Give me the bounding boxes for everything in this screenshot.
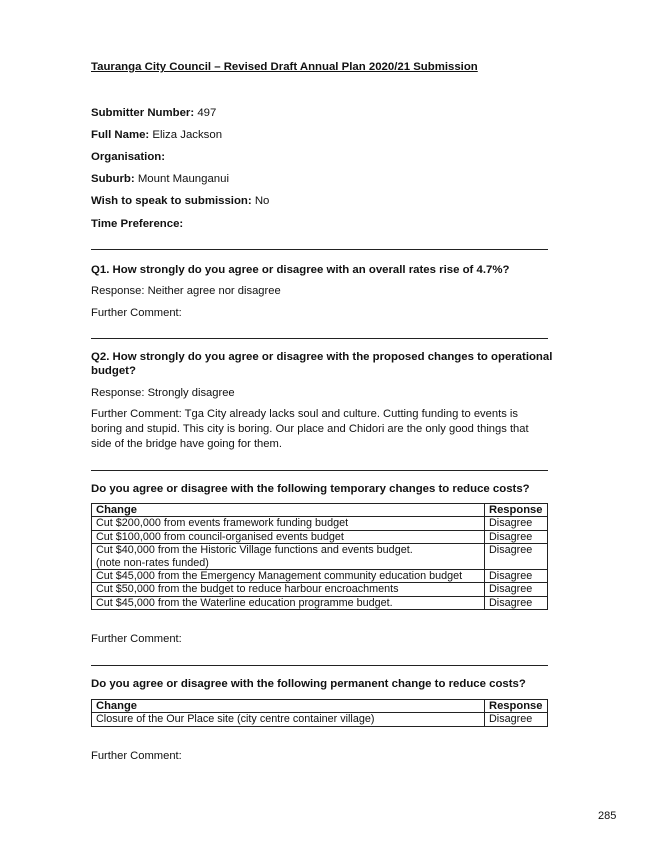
table-row [92, 713, 548, 726]
permanent-question: Do you agree or disagree with the following permanent change to reduce costs? [91, 678, 526, 690]
section-divider [91, 665, 548, 666]
response-cell: Disagree [485, 713, 548, 726]
field-label: Submitter Number: [91, 107, 195, 119]
document-title: Tauranga City Council – Revised Draft Annual Plan 2020/21 Submission [91, 61, 478, 73]
section-divider [91, 249, 548, 250]
q1-question: Q1. How strongly do you agree or disagree with an overall rates rise of 4.7%? [91, 264, 510, 276]
change-cell: Closure of the Our Place site (city centre container village) [92, 713, 485, 726]
submitter-number-field [91, 107, 216, 119]
q1-response: Response: Neither agree nor disagree [91, 285, 281, 297]
time-preference-field [91, 218, 183, 230]
change-cell [92, 544, 485, 570]
q2-response: Response: Strongly disagree [91, 387, 235, 399]
response-cell: Disagree [485, 517, 548, 530]
page-number: 285 [598, 810, 617, 822]
response-cell: Disagree [485, 583, 548, 596]
change-cell: Cut $100,000 from council-organised events budget [92, 530, 485, 543]
field-value: Mount Maunganui [134, 173, 230, 185]
change-cell: Cut $200,000 from events framework funding budget [92, 517, 485, 530]
q1-comment: Further Comment: [91, 307, 182, 319]
permanent-comment: Further Comment: [91, 750, 182, 762]
table-row [92, 596, 548, 609]
change-cell: Cut $45,000 from the Emergency Management community education budget [92, 570, 485, 583]
q2-question: Q2. How strongly do you agree or disagree with the proposed changes to operational budget? [91, 351, 553, 377]
column-header-change: Change [92, 504, 485, 517]
field-value: 497 [194, 107, 217, 119]
change-cell: Cut $50,000 from the budget to reduce harbour encroachments [92, 583, 485, 596]
q2-comment: Further Comment: Tga City already lacks soul and culture. Cutting funding to events is boring and stupid. This city is boring. Our place and Chidori are the only good things that side of the bridge have going for them. [91, 408, 529, 450]
table-row [92, 570, 548, 583]
column-header-response: Response [485, 700, 548, 713]
table-row [92, 530, 548, 543]
response-cell: Disagree [485, 570, 548, 583]
response-cell: Disagree [485, 530, 548, 543]
change-note: (note non-rates funded) [96, 556, 209, 569]
change-text: Cut $40,000 from the Historic Village functions and events budget. [96, 544, 413, 557]
field-label: Wish to speak to submission: [91, 195, 252, 207]
temporary-comment: Further Comment: [91, 633, 182, 645]
field-label: Full Name: [91, 129, 150, 141]
table-header-row [92, 700, 548, 713]
section-divider [91, 470, 548, 471]
organisation-field [91, 151, 165, 163]
wish-to-speak-field [91, 195, 269, 207]
field-label: Organisation: [91, 151, 166, 163]
response-cell: Disagree [485, 544, 548, 570]
column-header-response: Response [485, 504, 548, 517]
suburb-field [91, 173, 229, 185]
column-header-change: Change [92, 700, 485, 713]
table-row [92, 583, 548, 596]
section-divider [91, 338, 548, 339]
field-value: No [251, 195, 270, 207]
permanent-changes-table [91, 699, 548, 727]
change-cell: Cut $45,000 from the Waterline education programme budget. [92, 596, 485, 609]
full-name-field [91, 129, 222, 141]
temporary-changes-table [91, 503, 548, 610]
temporary-question: Do you agree or disagree with the following temporary changes to reduce costs? [91, 483, 530, 495]
table-row [92, 544, 548, 570]
table-header-row [92, 504, 548, 517]
field-label: Suburb: [91, 173, 135, 185]
field-value: Eliza Jackson [149, 129, 223, 141]
response-cell: Disagree [485, 596, 548, 609]
table-row [92, 517, 548, 530]
field-label: Time Preference: [91, 218, 184, 230]
